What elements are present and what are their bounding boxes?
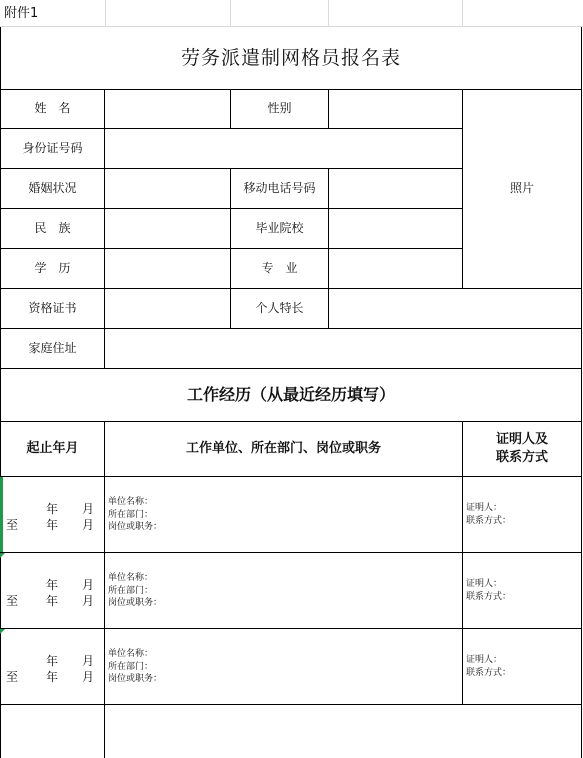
unit-info[interactable]: 单位名称： 所在部门： 岗位或职务： <box>108 573 163 608</box>
unit-info[interactable]: 单位名称： 所在部门： 岗位或职务： <box>108 497 163 532</box>
marital-field[interactable] <box>105 169 230 208</box>
education-field[interactable] <box>105 249 230 288</box>
reference-header-line2: 联系方式 <box>495 450 548 465</box>
end-month: 月 <box>82 518 95 532</box>
to-label: 至 <box>6 594 19 608</box>
ethnicity-field[interactable] <box>105 209 230 248</box>
reference-info[interactable]: 证明人： 联系方式： <box>466 655 512 678</box>
address-field[interactable] <box>105 329 581 368</box>
start-month: 月 <box>82 578 95 592</box>
unit-info[interactable]: 单位名称： 所在部门： 岗位或职务： <box>108 649 163 684</box>
start-year: 年 <box>46 578 59 592</box>
start-year: 年 <box>46 654 59 668</box>
mobile-field[interactable] <box>329 169 462 208</box>
end-month: 月 <box>82 670 95 684</box>
marital-label: 婚姻状况 <box>28 181 77 196</box>
attachment-label: 附件1 <box>4 6 39 22</box>
gender-label: 性别 <box>267 101 292 116</box>
form-title: 劳务派遣制网格员报名表 <box>180 47 401 70</box>
major-field[interactable] <box>329 249 462 288</box>
ethnicity-label: 民 族 <box>34 221 71 236</box>
certificate-field[interactable] <box>105 289 230 328</box>
id-number-label: 身份证号码 <box>22 141 83 156</box>
name-field[interactable] <box>105 89 230 128</box>
work-history-title: 工作经历（从最近经历填写） <box>186 385 395 405</box>
grid-line <box>230 0 231 27</box>
school-label: 毕业院校 <box>255 221 304 236</box>
grid-line <box>328 0 329 27</box>
address-label: 家庭住址 <box>28 341 77 356</box>
end-year: 年 <box>46 594 59 608</box>
end-year: 年 <box>46 670 59 684</box>
period-header: 起止年月 <box>26 441 79 457</box>
gender-field[interactable] <box>329 89 462 128</box>
reference-info[interactable]: 证明人： 联系方式： <box>466 579 512 602</box>
selection-marker <box>0 477 3 552</box>
unit-header: 工作单位、所在部门、岗位或职务 <box>185 441 381 457</box>
major-label: 专 业 <box>261 261 298 276</box>
certificate-label: 资格证书 <box>28 301 77 316</box>
start-year: 年 <box>46 502 59 516</box>
specialty-field[interactable] <box>329 289 581 328</box>
mobile-label: 移动电话号码 <box>243 181 316 196</box>
to-label: 至 <box>6 670 19 684</box>
school-field[interactable] <box>329 209 462 248</box>
name-label: 姓 名 <box>34 101 71 116</box>
id-number-field[interactable] <box>105 129 462 168</box>
border-line <box>0 552 582 553</box>
grid-line <box>105 0 106 27</box>
border-line <box>581 27 582 758</box>
end-year: 年 <box>46 518 59 532</box>
comment-marker <box>0 629 5 634</box>
education-label: 学 历 <box>34 261 71 276</box>
photo-box[interactable]: 照片 <box>509 181 534 196</box>
grid-line <box>0 26 583 27</box>
grid-line <box>462 0 463 27</box>
comment-marker <box>0 553 5 558</box>
reference-header <box>463 422 581 476</box>
border-line <box>0 628 582 629</box>
next-entry-field[interactable] <box>105 705 581 758</box>
reference-header-line1: 证明人及 <box>495 432 548 448</box>
end-month: 月 <box>82 594 95 608</box>
border-line <box>0 476 582 477</box>
specialty-label: 个人特长 <box>255 301 304 316</box>
start-month: 月 <box>82 654 95 668</box>
to-label: 至 <box>6 518 19 532</box>
start-month: 月 <box>82 502 95 516</box>
reference-info[interactable]: 证明人： 联系方式： <box>466 503 512 526</box>
